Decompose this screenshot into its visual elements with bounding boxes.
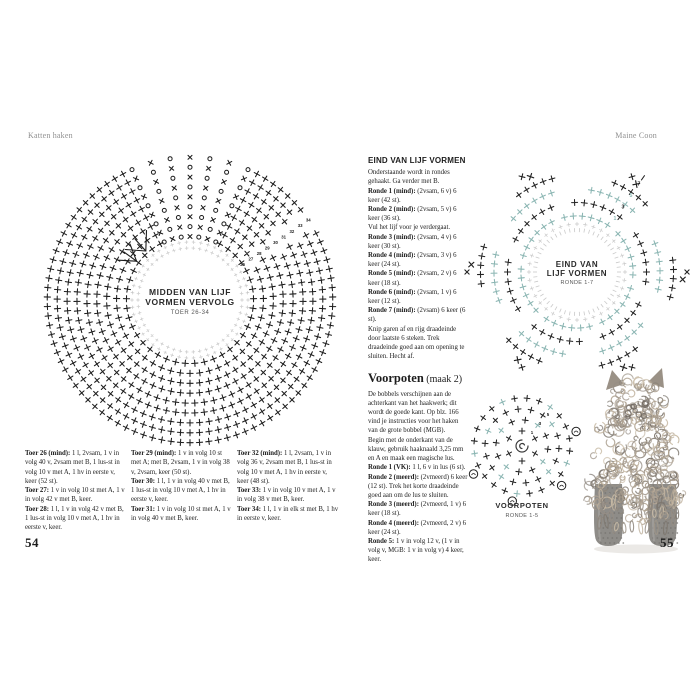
round-label: Toer 26 (mind): xyxy=(25,450,73,457)
section-title-voorpoten xyxy=(368,371,469,386)
round-label: Toer 29 (mind): xyxy=(131,450,179,457)
instruction-paragraph: De bobbels verschijnen aan de achterkant van het haakwerk; dit wordt de goede kant. Op blz. 166 vind je instructies voor het haken van de grote bobbel (MGB). xyxy=(368,390,459,435)
instruction-paragraph: Onderstaande wordt in rondes gehaakt. Ga verder met B. xyxy=(368,169,450,186)
round-label: Ronde 2 (mind): xyxy=(368,206,418,214)
instruction-column-3 xyxy=(237,449,339,523)
svg-text:26: 26 xyxy=(240,262,245,267)
flower-title-line2: LIJF VORMEN xyxy=(546,269,608,278)
svg-text:5: 5 xyxy=(546,412,550,417)
svg-text:29: 29 xyxy=(264,245,270,251)
left-chart-subtitle: TOER 26-34 xyxy=(170,310,210,316)
instruction-paragraph: Ronde 2 (meerd): (2vmeerd) 6 keer (12 st). Trek het korte draadeinde goed aan om de lus te sluiten. xyxy=(368,473,468,499)
round-label: Ronde 1 (VK): xyxy=(368,464,413,472)
page-number-left: 54 xyxy=(25,535,39,550)
running-head-right: Maine Coon xyxy=(615,131,657,140)
cat-photo xyxy=(572,366,700,563)
page-number-right: 55 xyxy=(660,535,674,550)
svg-text:3: 3 xyxy=(538,421,542,426)
round-label: Ronde 5 (mind): xyxy=(368,270,418,278)
round-label: Ronde 6 (mind): xyxy=(368,288,418,296)
svg-text:31: 31 xyxy=(281,234,287,240)
round-label: Toer 31: xyxy=(131,505,157,513)
instruction-paragraph: Ronde 5: 1 v in volg 12 v, (1 v in volg v, MGB: 1 v in volg v) 4 keer, keer. xyxy=(368,537,464,564)
svg-text:5: 5 xyxy=(629,193,633,199)
voorpoten-title-suffix: (maak 2) xyxy=(423,374,463,386)
svg-text:7: 7 xyxy=(637,181,641,188)
instruction-column-1 xyxy=(25,449,127,533)
svg-text:1: 1 xyxy=(530,430,534,435)
instruction-paragraph: Toer 33: 1 v in volg 10 v met A, 1 v in volg 38 v met B, keer. xyxy=(237,487,336,504)
instruction-paragraph: Toer 26 (mind): 1 l, 2vsam, 1 v in volg 40 v, 2vsam met B, 1 lus-st in volg 10 v met A, 1 hv in eerste v, keer (52 st). xyxy=(25,450,120,485)
left-chart-title-line1: MIDDEN VAN LIJF xyxy=(148,287,232,297)
instruction-paragraph: Toer 28: 1 l, 1 v in volg 42 v met B, 1 lus-st in volg 10 v met A, 1 hv in eerste v, keer. xyxy=(25,505,124,532)
svg-text:30: 30 xyxy=(273,239,278,245)
instruction-paragraph: Ronde 1 (mind): (2vsam, 6 v) 6 keer (42 st). xyxy=(368,187,457,204)
round-label: Ronde 5: xyxy=(368,537,396,545)
instruction-paragraph: Vul het lijf voor je verdergaat. xyxy=(368,224,451,232)
cat-photo-svg xyxy=(572,366,700,558)
instruction-paragraph: Ronde 2 (mind): (2vsam, 5 v) 6 keer (36 st). xyxy=(368,206,457,223)
left-chart-title-line2: VORMEN VERVOLG xyxy=(145,297,235,307)
svg-text:3: 3 xyxy=(621,204,625,211)
paw-chart-label: VOORPOTEN xyxy=(495,501,549,510)
round-label: Ronde 7 (mind): xyxy=(368,307,418,315)
svg-text:27: 27 xyxy=(248,256,254,262)
instruction-paragraph: Toer 31: 1 v in volg 10 st met A, 1 v in volg 40 v met B, keer. xyxy=(131,505,231,523)
round-label: Ronde 3 (meerd): xyxy=(368,501,421,509)
flower-subtitle: RONDE 1-7 xyxy=(560,280,594,286)
svg-text:1: 1 xyxy=(613,215,617,222)
instruction-paragraph: Knip garen af en rijg draadeinde door laatste 6 steken. Trek draadeinde goed aan om opening te sluiten. Hecht af. xyxy=(368,325,465,361)
instruction-paragraph: Ronde 3 (mind): (2vsam, 4 v) 6 keer (30 st). xyxy=(368,233,457,250)
round-label: Ronde 4 (meerd): xyxy=(368,519,421,527)
end-of-body-chart-svg xyxy=(455,150,700,395)
body-middle-chart xyxy=(15,150,365,457)
instruction-column-2 xyxy=(131,449,233,523)
voorpoten-title-text: Voorpoten xyxy=(368,371,424,386)
instruction-paragraph: Ronde 3 (meerd): (2vmeerd, 1 v) 6 keer (18 st). xyxy=(368,501,466,518)
section-title-eind-van-lijf: EIND VAN LIJF VORMEN xyxy=(368,156,466,165)
round-label: Ronde 3 (mind): xyxy=(368,233,418,241)
instruction-paragraph: Toer 29 (mind): 1 v in volg 10 st met A; met B, 2vsam, 1 v in volg 38 v, 2vsam, keer (50 st). xyxy=(131,450,230,476)
svg-text:33: 33 xyxy=(297,223,303,229)
end-of-body-chart xyxy=(455,150,700,400)
instruction-paragraph: Ronde 7 (mind): (2vsam) 6 keer (6 st). xyxy=(368,307,466,324)
instruction-paragraph: Begin met de onderkant van de klauw, gebruik haaknaald 3,25 mm en A en maak een magische lus. xyxy=(368,436,464,463)
round-label: Toer 28: xyxy=(25,505,51,513)
svg-text:28: 28 xyxy=(256,250,262,256)
round-label: Ronde 2 (meerd): xyxy=(368,473,421,481)
round-label: Toer 33: xyxy=(237,487,263,495)
instruction-paragraph: Ronde 4 (meerd): (2vmeerd, 2 v) 6 keer (24 st). xyxy=(368,519,466,536)
instruction-paragraph: Ronde 6 (mind): (2vsam, 1 v) 6 keer (12 st). xyxy=(368,288,457,306)
svg-text:32: 32 xyxy=(289,228,295,234)
svg-text:34: 34 xyxy=(305,217,311,223)
flower-title-line1: EIND VAN xyxy=(555,260,599,269)
round-label: Toer 27: xyxy=(25,487,51,495)
round-label: Toer 32 (mind): xyxy=(237,450,285,457)
instruction-paragraph: Toer 27: 1 v in volg 10 st met A, 1 v in volg 42 v met B, keer. xyxy=(25,487,125,504)
round-label: Toer 34: xyxy=(237,505,263,513)
paw-chart-sublabel: RONDE 1-5 xyxy=(505,513,539,519)
instruction-paragraph: Ronde 1 (VK): 1 l, 6 v in lus (6 st). xyxy=(368,464,466,472)
body-middle-chart-svg xyxy=(15,150,365,452)
section-eind-van-lijf-paras xyxy=(368,168,469,361)
instruction-paragraph: Toer 32 (mind): 1 l, 2vsam, 1 v in volg 36 v, 2vsam met B, 1 lus-st in volg 10 v met A, 1 hv in eerste v, keer (48 st). xyxy=(237,450,332,485)
instruction-paragraph: Toer 30: 1 l, 1 v in volg 40 v met B, 1 lus-st in volg 10 v met A, 1 hv in eerste v, keer. xyxy=(131,477,230,504)
round-label: Ronde 4 (mind): xyxy=(368,252,418,260)
round-label: Ronde 1 (mind): xyxy=(368,187,418,195)
instruction-paragraph: Ronde 4 (mind): (2vsam, 3 v) 6 keer (24 st). xyxy=(368,252,457,269)
instruction-paragraph: Toer 34: 1 l, 1 v in elk st met B, 1 hv in eerste v, keer. xyxy=(237,505,339,523)
running-head-left: Katten haken xyxy=(28,131,73,140)
round-label: Toer 30: xyxy=(131,477,157,485)
instruction-paragraph: Ronde 5 (mind): (2vsam, 2 v) 6 keer (18 st). xyxy=(368,270,457,287)
